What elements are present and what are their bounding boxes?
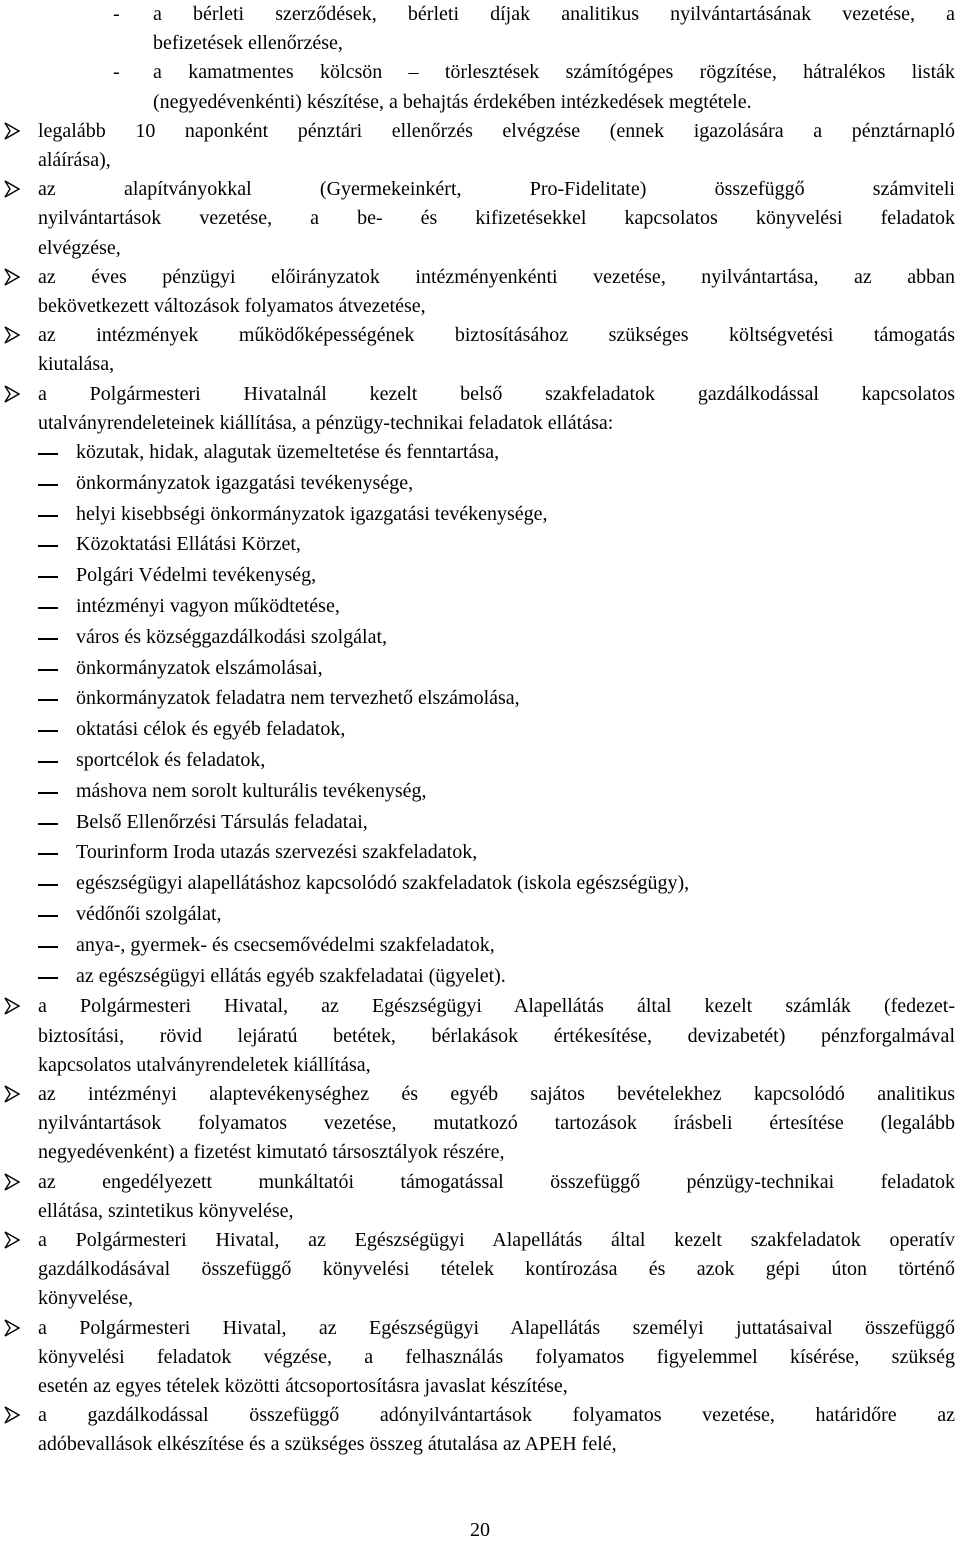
- dash-bullet-icon: [38, 699, 58, 701]
- arrowhead-bullet-icon: [3, 1173, 21, 1191]
- hyphen-item-line: befizetések ellenőrzése,: [153, 32, 343, 55]
- bullet-item-line: ellátása, szintetikus könyvelése,: [38, 1199, 294, 1222]
- dash-bullet-icon: [38, 669, 58, 671]
- bullet-item-line: könyvelési feladatok végzése, a felhasználás folyamatos figyelemmel kísérése, szükség: [38, 1345, 955, 1368]
- bullet-item-line: kiutalása,: [38, 353, 115, 376]
- hyphen-item-line: a kamatmentes kölcsön – törlesztések számítógépes rögzítése, hátralékos listák: [153, 61, 955, 84]
- dash-item: sportcélok és feladatok,: [76, 749, 266, 771]
- bullet-item-line: az éves pénzügyi előirányzatok intézményenkénti vezetése, nyilvántartása, az abban: [38, 265, 955, 288]
- dash-item: máshova nem sorolt kulturális tevékenység,: [76, 779, 427, 802]
- dash-bullet-icon: [38, 638, 58, 640]
- dash-item: Tourinform Iroda utazás szervezési szakfeladatok,: [76, 841, 478, 864]
- bullet-item-line: elvégzése,: [38, 236, 121, 259]
- bullet-item-line: a Polgármesteri Hivatal, az Egészségügyi Alapellátás által kezelt szakfeladatok operatív: [38, 1229, 955, 1251]
- hyphen-item-line: (negyedévenkénti) készítése, a behajtás érdekében intézkedések megtétele.: [153, 90, 752, 113]
- page-number: 20: [470, 1519, 490, 1541]
- dash-item: egészségügyi alapellátáshoz kapcsolódó szakfeladatok (iskola egészségügy),: [76, 872, 690, 895]
- bullet-item-line: az intézmények működőképességének biztosításához szükséges költségvetési támogatás: [38, 324, 955, 347]
- dash-item: Belső Ellenőrzési Társulás feladatai,: [76, 810, 368, 833]
- bullet-item-line: bekövetkezett változások folyamatos átvezetése,: [38, 295, 426, 317]
- bullet-item-line: a gazdálkodással összefüggő adónyilvántartások folyamatos vezetése, határidőre az: [38, 1404, 955, 1427]
- dash-item: oktatási célok és egyéb feladatok,: [76, 718, 346, 741]
- arrowhead-bullet-icon: [3, 385, 21, 403]
- hyphen-item-line: a bérleti szerződések, bérleti díjak analitikus nyilvántartásának vezetése, a: [153, 3, 955, 25]
- arrowhead-bullet-icon: [3, 180, 21, 198]
- bullet-item-line: adóbevallások elkészítése és a szükséges összeg átutalása az APEH felé,: [38, 1433, 617, 1456]
- arrowhead-bullet-icon: [3, 122, 21, 140]
- dash-bullet-icon: [38, 453, 58, 455]
- bullet-item-line: negyedévenként) a fizetést kimutató társosztályok részére,: [38, 1141, 505, 1164]
- bullet-item-line: legalább 10 naponként pénztári ellenőrzés elvégzése (ennek igazolására a pénztárnapló: [38, 119, 955, 142]
- dash-item: védőnői szolgálat,: [76, 903, 222, 925]
- bullet-item-line: könyvelése,: [38, 1287, 133, 1310]
- dash-item: önkormányzatok feladatra nem tervezhető elszámolása,: [76, 687, 520, 710]
- arrowhead-bullet-icon: [3, 1319, 21, 1337]
- dash-item: város és községgazdálkodási szolgálat,: [76, 625, 388, 648]
- bullet-item-line: az engedélyezett munkáltatói támogatással összefüggő pénzügy-technikai feladatok: [38, 1170, 955, 1193]
- dash-bullet-icon: [38, 915, 58, 917]
- dash-bullet-icon: [38, 792, 58, 794]
- bullet-item-line: kapcsolatos utalványrendeletek kiállítása,: [38, 1053, 371, 1076]
- dash-item: közutak, hidak, alagutak üzemeltetése és fenntartása,: [76, 441, 500, 463]
- dash-bullet-icon: [38, 823, 58, 825]
- dash-bullet-icon: [38, 946, 58, 948]
- arrowhead-bullet-icon: [3, 268, 21, 286]
- bullet-item-line: nyilvántartások folyamatos vezetése, mutatkozó tartozások írásbeli értesítése (legalább: [38, 1112, 955, 1135]
- bullet-item-line: a Polgármesteri Hivatal, az Egészségügyi Alapellátás személyi juttatásaival összefüggő: [38, 1316, 955, 1339]
- bullet-item-line: a Polgármesteri Hivatal, az Egészségügyi Alapellátás által kezelt számlák (fedezet-: [38, 995, 955, 1018]
- dash-item: Közoktatási Ellátási Körzet,: [76, 533, 301, 556]
- bullet-item-line: gazdálkodásával összefüggő könyvelési tételek kontírozása és azok gépi úton történő: [38, 1258, 955, 1281]
- bullet-item-line: az alapítványokkal (Gyermekeinkért, Pro-Fidelitate) összefüggő számviteli: [38, 178, 955, 201]
- dash-bullet-icon: [38, 884, 58, 886]
- arrowhead-bullet-icon: [3, 1231, 21, 1249]
- dash-bullet-icon: [38, 484, 58, 486]
- dash-item: Polgári Védelmi tevékenység,: [76, 564, 317, 587]
- arrowhead-bullet-icon: [3, 326, 21, 344]
- dash-bullet-icon: [38, 545, 58, 547]
- bullet-item-line: esetén az egyes tételek közötti átcsoportosításra javaslat készítése,: [38, 1375, 568, 1397]
- arrowhead-bullet-icon: [3, 1406, 21, 1424]
- dash-item: intézményi vagyon működtetése,: [76, 595, 340, 617]
- bullet-item-line: biztosítási, rövid lejáratú betétek, bérlakások értékesítése, devizabetét) pénzforgalmával: [38, 1024, 955, 1047]
- dash-bullet-icon: [38, 977, 58, 979]
- dash-item: önkormányzatok elszámolásai,: [76, 656, 323, 679]
- dash-bullet-icon: [38, 607, 58, 609]
- arrowhead-bullet-icon: [3, 997, 21, 1015]
- dash-bullet-icon: [38, 515, 58, 517]
- dash-item: az egészségügyi ellátás egyéb szakfeladatai (ügyelet).: [76, 964, 506, 987]
- bullet-item-line: a Polgármesteri Hivatalnál kezelt belső szakfeladatok gazdálkodással kapcsolatos: [38, 382, 955, 405]
- dash-item: helyi kisebbségi önkormányzatok igazgatási tevékenysége,: [76, 502, 548, 525]
- dash-bullet-icon: [38, 853, 58, 855]
- dash-bullet-icon: [38, 761, 58, 763]
- dash-bullet-icon: [38, 730, 58, 732]
- dash-item: anya-, gyermek- és csecsemővédelmi szakfeladatok,: [76, 933, 495, 956]
- hyphen-marker: -: [113, 61, 120, 84]
- arrowhead-bullet-icon: [3, 1085, 21, 1103]
- bullet-item-line: aláírása),: [38, 149, 111, 171]
- bullet-item-line: nyilvántartások vezetése, a be- és kifizetésekkel kapcsolatos könyvelési feladatok: [38, 207, 955, 230]
- hyphen-marker: -: [113, 3, 120, 25]
- dash-bullet-icon: [38, 576, 58, 578]
- bullet-item-line: az intézményi alaptevékenységhez és egyéb sajátos bevételekhez kapcsolódó analitikus: [38, 1083, 955, 1105]
- bullet-item-line: utalványrendeleteinek kiállítása, a pénzügy-technikai feladatok ellátása:: [38, 411, 614, 434]
- dash-item: önkormányzatok igazgatási tevékenysége,: [76, 471, 414, 494]
